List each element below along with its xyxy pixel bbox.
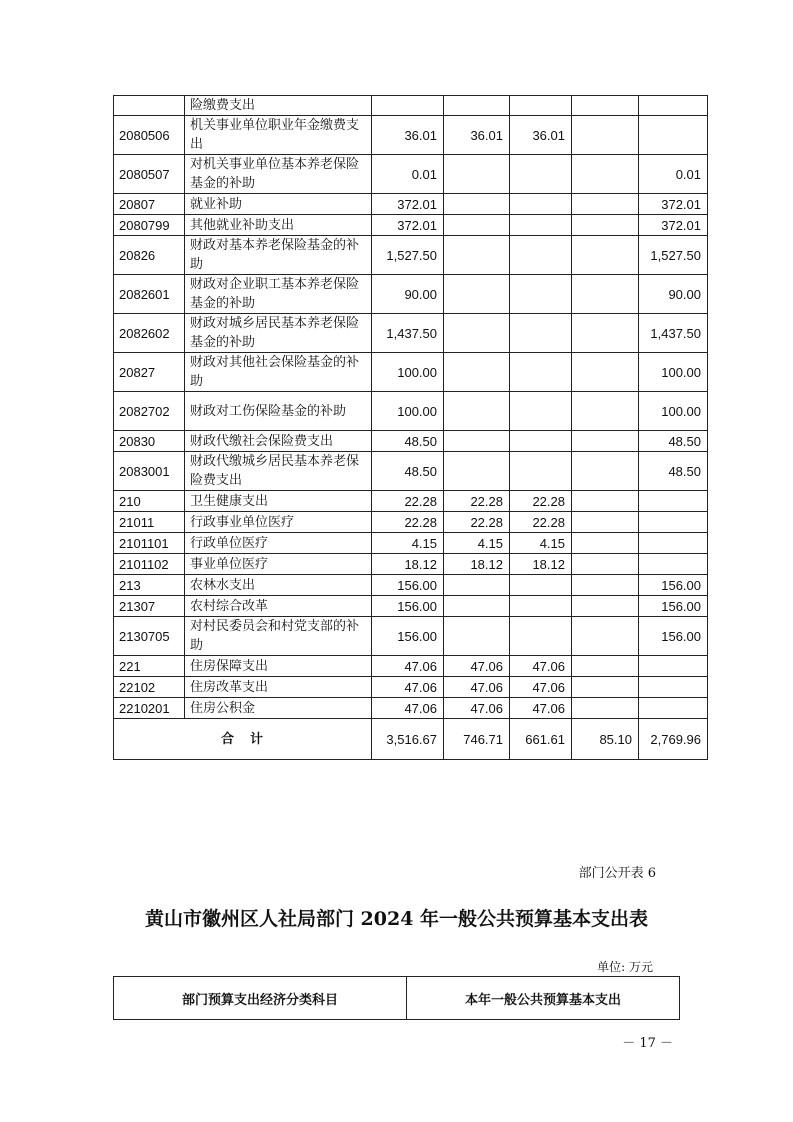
basic-expenditure-cell: [444, 392, 510, 431]
public-expenditure-cell: [572, 116, 639, 155]
table-row: [114, 314, 708, 353]
account-code-cell: 210: [114, 491, 185, 512]
total-amount-cell: [372, 96, 444, 116]
table-row: [114, 392, 708, 431]
project-expenditure-cell: [639, 656, 708, 677]
personnel-expenditure-cell: 47.06: [510, 677, 572, 698]
personnel-expenditure-cell: 22.28: [510, 491, 572, 512]
basic-expenditure-cell: [444, 194, 510, 215]
project-expenditure-cell: 90.00: [639, 275, 708, 314]
total-amount-cell: 100.00: [372, 353, 444, 392]
personnel-expenditure-cell: 22.28: [510, 512, 572, 533]
total-amount-cell: 48.50: [372, 452, 444, 491]
public-expenditure-cell: [572, 656, 639, 677]
project-expenditure-cell: [639, 96, 708, 116]
basic-expenditure-cell: [444, 275, 510, 314]
table-row: [114, 215, 708, 236]
project-expenditure-cell: [639, 512, 708, 533]
account-code-cell: 2080506: [114, 116, 185, 155]
personnel-expenditure-cell: 18.12: [510, 554, 572, 575]
total-amount-cell: 90.00: [372, 275, 444, 314]
project-expenditure-cell: 156.00: [639, 575, 708, 596]
total-amount-cell: 156.00: [372, 617, 444, 656]
personnel-expenditure-cell: [510, 314, 572, 353]
basic-expenditure-cell: 18.12: [444, 554, 510, 575]
account-code-cell: 221: [114, 656, 185, 677]
table-row: [114, 554, 708, 575]
account-code-cell: 20807: [114, 194, 185, 215]
personnel-expenditure-cell: [510, 431, 572, 452]
public-expenditure-cell: [572, 452, 639, 491]
public-expenditure-cell: [572, 236, 639, 275]
personnel-expenditure-cell: [510, 596, 572, 617]
account-name-cell: 事业单位医疗: [185, 554, 372, 575]
total-c2-cell: 746.71: [444, 719, 510, 760]
personnel-expenditure-cell: [510, 194, 572, 215]
total-c4-cell: 85.10: [572, 719, 639, 760]
personnel-expenditure-cell: [510, 275, 572, 314]
account-name-cell: 财政对企业职工基本养老保险基金的补助: [185, 275, 372, 314]
public-expenditure-cell: [572, 575, 639, 596]
personnel-expenditure-cell: [510, 617, 572, 656]
personnel-expenditure-cell: 36.01: [510, 116, 572, 155]
basic-expenditure-cell: 47.06: [444, 677, 510, 698]
personnel-expenditure-cell: [510, 236, 572, 275]
table-row: [114, 596, 708, 617]
project-expenditure-cell: 156.00: [639, 617, 708, 656]
account-code-cell: 2080507: [114, 155, 185, 194]
project-expenditure-cell: [639, 116, 708, 155]
basic-expenditure-cell: [444, 353, 510, 392]
personnel-expenditure-cell: 47.06: [510, 656, 572, 677]
basic-expenditure-cell: [444, 575, 510, 596]
table-row: [114, 575, 708, 596]
project-expenditure-cell: 48.50: [639, 452, 708, 491]
total-amount-cell: 0.01: [372, 155, 444, 194]
public-expenditure-cell: [572, 215, 639, 236]
table-row: [114, 491, 708, 512]
account-code-cell: 2101102: [114, 554, 185, 575]
account-name-cell: 财政对其他社会保险基金的补助: [185, 353, 372, 392]
project-expenditure-cell: 1,527.50: [639, 236, 708, 275]
total-c3-cell: 661.61: [510, 719, 572, 760]
account-code-cell: 22102: [114, 677, 185, 698]
basic-expenditure-cell: [444, 617, 510, 656]
total-amount-cell: 22.28: [372, 491, 444, 512]
account-code-cell: 2210201: [114, 698, 185, 719]
basic-expenditure-cell: 47.06: [444, 656, 510, 677]
total-amount-cell: 36.01: [372, 116, 444, 155]
personnel-expenditure-cell: 47.06: [510, 698, 572, 719]
public-expenditure-cell: [572, 194, 639, 215]
budget-table-body: [114, 96, 708, 760]
total-amount-cell: 47.06: [372, 698, 444, 719]
account-name-cell: 财政对基本养老保险基金的补助: [185, 236, 372, 275]
personnel-expenditure-cell: [510, 215, 572, 236]
table-row: [114, 698, 708, 719]
account-name-cell: 农村综合改革: [185, 596, 372, 617]
account-code-cell: 213: [114, 575, 185, 596]
total-row: [114, 719, 708, 760]
public-expenditure-cell: [572, 596, 639, 617]
table-row: [114, 275, 708, 314]
table-row: [114, 194, 708, 215]
project-expenditure-cell: [639, 554, 708, 575]
public-expenditure-cell: [572, 431, 639, 452]
table-row: [114, 512, 708, 533]
account-code-cell: 21307: [114, 596, 185, 617]
basic-expenditure-cell: [444, 155, 510, 194]
public-expenditure-cell: [572, 677, 639, 698]
basic-expenditure-header-table: [113, 976, 680, 1020]
basic-expenditure-cell: [444, 236, 510, 275]
total-c1-cell: 3,516.67: [372, 719, 444, 760]
header-basic-expenditure: 本年一般公共预算基本支出: [407, 977, 680, 1020]
account-name-cell: 险缴费支出: [185, 96, 372, 116]
public-expenditure-cell: [572, 512, 639, 533]
basic-expenditure-cell: [444, 452, 510, 491]
account-name-cell: 就业补助: [185, 194, 372, 215]
total-amount-cell: 372.01: [372, 194, 444, 215]
basic-expenditure-cell: 36.01: [444, 116, 510, 155]
account-name-cell: 财政对工伤保险基金的补助: [185, 392, 372, 431]
public-expenditure-cell: [572, 533, 639, 554]
basic-expenditure-cell: [444, 314, 510, 353]
total-amount-cell: 48.50: [372, 431, 444, 452]
account-code-cell: 2082702: [114, 392, 185, 431]
project-expenditure-cell: [639, 698, 708, 719]
account-name-cell: 住房保障支出: [185, 656, 372, 677]
unit-label: 单位: 万元: [597, 960, 653, 974]
table-row: [114, 353, 708, 392]
personnel-expenditure-cell: [510, 155, 572, 194]
personnel-expenditure-cell: [510, 353, 572, 392]
account-name-cell: 对机关事业单位基本养老保险基金的补助: [185, 155, 372, 194]
table-row: [114, 116, 708, 155]
account-name-cell: 财政对城乡居民基本养老保险基金的补助: [185, 314, 372, 353]
total-amount-cell: 47.06: [372, 656, 444, 677]
account-code-cell: 2101101: [114, 533, 185, 554]
header-economic-classification: 部门预算支出经济分类科目: [114, 977, 407, 1020]
project-expenditure-cell: 48.50: [639, 431, 708, 452]
total-c5-cell: 2,769.96: [639, 719, 708, 760]
personnel-expenditure-cell: [510, 96, 572, 116]
basic-expenditure-cell: [444, 596, 510, 617]
page-number: － 17 －: [622, 1036, 673, 1051]
project-expenditure-cell: 100.00: [639, 392, 708, 431]
table-row: [114, 155, 708, 194]
total-amount-cell: 22.28: [372, 512, 444, 533]
personnel-expenditure-cell: [510, 575, 572, 596]
table-number: 部门公开表 6: [578, 866, 656, 881]
table-row: [114, 431, 708, 452]
account-code-cell: 20830: [114, 431, 185, 452]
account-name-cell: 行政事业单位医疗: [185, 512, 372, 533]
basic-expenditure-cell: [444, 431, 510, 452]
project-expenditure-cell: [639, 677, 708, 698]
project-expenditure-cell: 0.01: [639, 155, 708, 194]
total-amount-cell: 100.00: [372, 392, 444, 431]
page-title: 黄山市徽州区人社局部门 2024 年一般公共预算基本支出表: [144, 908, 649, 930]
public-expenditure-cell: [572, 96, 639, 116]
total-amount-cell: 372.01: [372, 215, 444, 236]
account-code-cell: 20826: [114, 236, 185, 275]
account-name-cell: 其他就业补助支出: [185, 215, 372, 236]
basic-expenditure-cell: [444, 96, 510, 116]
table-header-row: [114, 977, 680, 1020]
account-code-cell: 2083001: [114, 452, 185, 491]
account-name-cell: 行政单位医疗: [185, 533, 372, 554]
table-row: [114, 677, 708, 698]
public-expenditure-cell: [572, 698, 639, 719]
project-expenditure-cell: [639, 491, 708, 512]
project-expenditure-cell: 156.00: [639, 596, 708, 617]
basic-expenditure-cell: 22.28: [444, 491, 510, 512]
public-expenditure-cell: [572, 314, 639, 353]
budget-table: [113, 95, 708, 760]
table-row: [114, 452, 708, 491]
account-name-cell: 财政代缴社会保险费支出: [185, 431, 372, 452]
project-expenditure-cell: 372.01: [639, 215, 708, 236]
public-expenditure-cell: [572, 554, 639, 575]
table-row: [114, 236, 708, 275]
total-amount-cell: 4.15: [372, 533, 444, 554]
total-amount-cell: 47.06: [372, 677, 444, 698]
account-code-cell: 2080799: [114, 215, 185, 236]
account-name-cell: 机关事业单位职业年金缴费支出: [185, 116, 372, 155]
public-expenditure-cell: [572, 491, 639, 512]
personnel-expenditure-cell: 4.15: [510, 533, 572, 554]
account-code-cell: 2082602: [114, 314, 185, 353]
total-amount-cell: 156.00: [372, 596, 444, 617]
account-name-cell: 住房改革支出: [185, 677, 372, 698]
account-name-cell: 农林水支出: [185, 575, 372, 596]
total-amount-cell: 156.00: [372, 575, 444, 596]
account-code-cell: [114, 96, 185, 116]
table-row: [114, 533, 708, 554]
project-expenditure-cell: 100.00: [639, 353, 708, 392]
account-name-cell: 财政代缴城乡居民基本养老保险费支出: [185, 452, 372, 491]
account-code-cell: 21011: [114, 512, 185, 533]
account-name-cell: 对村民委员会和村党支部的补助: [185, 617, 372, 656]
basic-expenditure-cell: 4.15: [444, 533, 510, 554]
basic-expenditure-cell: 22.28: [444, 512, 510, 533]
total-label: 合计: [114, 719, 372, 760]
public-expenditure-cell: [572, 155, 639, 194]
account-name-cell: 住房公积金: [185, 698, 372, 719]
table-row: [114, 617, 708, 656]
public-expenditure-cell: [572, 353, 639, 392]
public-expenditure-cell: [572, 275, 639, 314]
account-code-cell: 2130705: [114, 617, 185, 656]
account-code-cell: 2082601: [114, 275, 185, 314]
public-expenditure-cell: [572, 392, 639, 431]
account-name-cell: 卫生健康支出: [185, 491, 372, 512]
table-row: [114, 96, 708, 116]
account-code-cell: 20827: [114, 353, 185, 392]
table-row: [114, 656, 708, 677]
total-amount-cell: 1,527.50: [372, 236, 444, 275]
total-amount-cell: 1,437.50: [372, 314, 444, 353]
personnel-expenditure-cell: [510, 392, 572, 431]
personnel-expenditure-cell: [510, 452, 572, 491]
basic-expenditure-cell: 47.06: [444, 698, 510, 719]
basic-expenditure-cell: [444, 215, 510, 236]
project-expenditure-cell: 372.01: [639, 194, 708, 215]
total-amount-cell: 18.12: [372, 554, 444, 575]
public-expenditure-cell: [572, 617, 639, 656]
project-expenditure-cell: 1,437.50: [639, 314, 708, 353]
project-expenditure-cell: [639, 533, 708, 554]
